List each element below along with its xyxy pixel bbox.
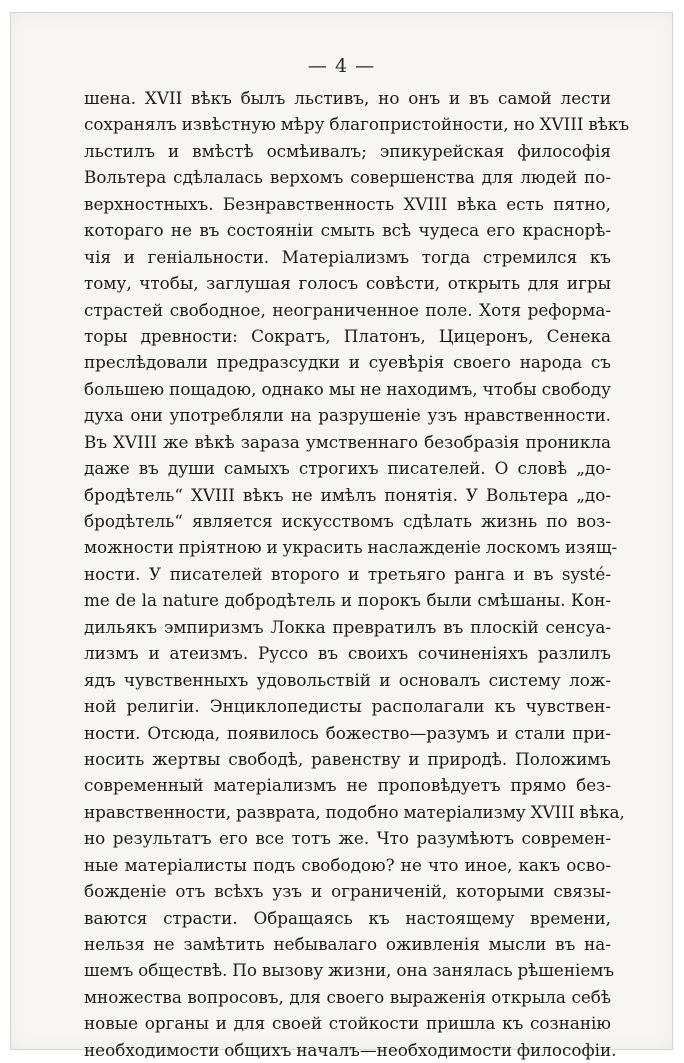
text-line: страстей свободное, неограниченное поле. Хотя реформа-	[84, 299, 611, 320]
text-line: верхностныхъ. Безнравственность XVIII вѣка есть пятно,	[84, 193, 611, 214]
text-line: сохранялъ извѣстную мѣру благопристойности, но XVIII вѣкъ	[84, 114, 630, 135]
text-line: ной религіи. Энциклопедисты располагали къ чувствен-	[84, 696, 611, 717]
text-line: шена. XVII вѣкъ былъ льстивъ, но онъ и въ самой лести	[84, 88, 611, 108]
text-line: лизмъ и атеизмъ. Руссо въ своихъ сочиненіяхъ разлилъ	[84, 643, 611, 664]
text-line: me de la nature добродѣтель и порокъ были смѣшаны. Кон-	[84, 590, 611, 611]
text-line: новые органы и для своей стойкости пришла къ сознанію	[84, 1013, 611, 1034]
text-line: большею пощадою, однако мы не находимъ, чтобы свободу	[84, 378, 611, 399]
text-line: льстилъ и вмѣстѣ осмѣивалъ; эпикурейская философія	[84, 140, 611, 161]
text-line: можности пріятною и украсить наслажденіе лоскомъ изящ-	[84, 537, 618, 558]
text-line: необходимости общихъ началъ—необходимости философіи.	[84, 1039, 617, 1060]
text-line: даже въ души самыхъ строгихъ писателей. О словѣ „до-	[84, 458, 611, 479]
page-number: — 4 —	[307, 55, 376, 77]
text-line: духа они употребляли на разрушеніе узъ нравственности.	[84, 405, 611, 426]
text-line: ности. Отсюда, появилось божество—разумъ и стали при-	[84, 722, 611, 743]
text-line: тому, чтобы, заглушая голосъ совѣсти, открыть для игры	[84, 273, 611, 294]
text-line: современный матеріализмъ не проповѣдуетъ прямо без-	[84, 775, 611, 796]
text-line: бродѣтель“ XVIII вѣкъ не имѣлъ понятія. У Вольтера „до-	[84, 484, 611, 505]
text-line: нельзя не замѣтить небывалаго оживленія мысли въ на-	[84, 934, 611, 954]
text-line: Вольтера сдѣлалась верхомъ совершенства для людей по-	[84, 167, 611, 188]
text-line: нравственности, разврата, подобно матеріализму XVIII вѣка,	[84, 801, 625, 822]
text-line: шемъ обществѣ. По вызову жизни, она занялась рѣшеніемъ	[84, 960, 615, 981]
text-line: преслѣдовали предразсудки и суевѣрія своего народа съ	[84, 352, 611, 373]
text-line: чія и геніальности. Матеріализмъ тогда стремился къ	[84, 246, 611, 267]
text-line: божденіе отъ всѣхъ узъ и ограниченій, которыми связы-	[84, 881, 611, 902]
text-line: бродѣтель“ является искусствомъ сдѣлать жизнь по воз-	[84, 511, 611, 531]
text-line: ядъ чувственныхъ удовольствій и основалъ систему лож-	[84, 669, 611, 690]
text-line: множества вопросовъ, для своего выраженія открыла себѣ	[84, 986, 611, 1007]
text-line: носить жертвы свободѣ, равенству и природѣ. Положимъ	[84, 748, 611, 769]
text-line: котораго не въ состояніи смыть всѣ чудеса его краснорѣ-	[84, 220, 611, 241]
text-line: торы древности: Сократъ, Платонъ, Цицеронъ, Сенека	[84, 325, 611, 346]
text-line: дильякъ эмпиризмъ Локка превратилъ въ плоскій сенсуа-	[84, 616, 611, 637]
text-line: ваются страсти. Обращаясь къ настоящему времени,	[84, 907, 611, 928]
text-line: но результатъ его все тотъ же. Что разумѣютъ современ-	[84, 828, 611, 849]
text-line: ные матеріалисты подъ свободою? не что иное, какъ осво-	[84, 854, 611, 875]
book-page	[10, 12, 673, 1060]
text-line: Въ XVIII же вѣкѣ зараза умственнаго безобразія проникла	[84, 431, 611, 452]
body-text	[84, 85, 630, 1063]
text-line: ности. У писателей второго и третьяго ранга и въ systé-	[84, 563, 611, 584]
